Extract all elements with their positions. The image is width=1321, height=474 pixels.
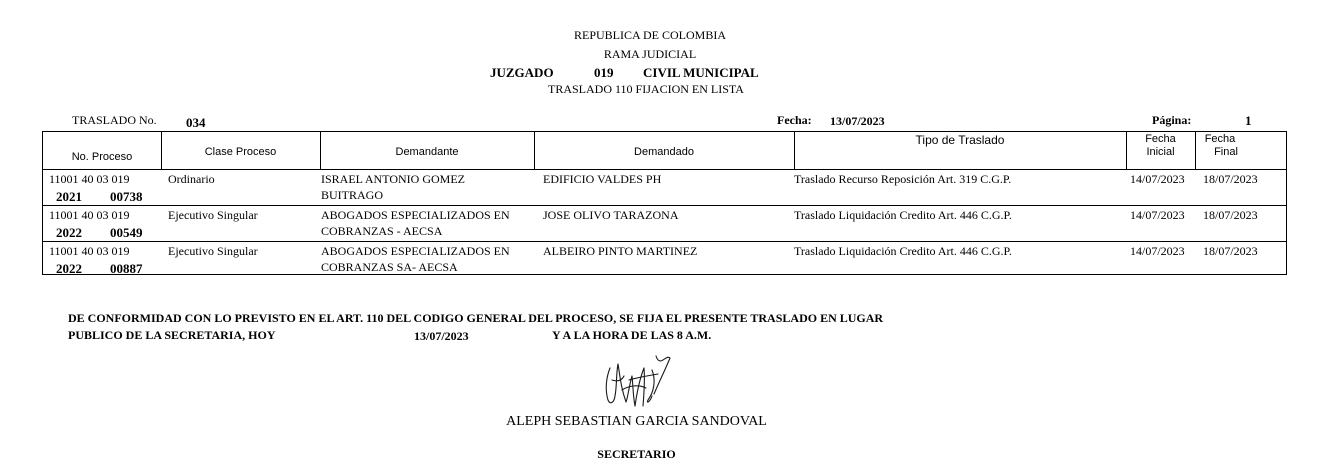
header-court-number: 019 (594, 65, 614, 80)
fecha-inicial: 14/07/2023 (1130, 244, 1185, 258)
fecha-value: 13/07/2023 (830, 114, 885, 128)
column-header-fecha-final-1: Fecha (1204, 133, 1236, 145)
footer-hour: Y A LA HORA DE LAS 8 A.M. (552, 328, 712, 342)
demandante (321, 171, 465, 203)
clase-proceso: Ejecutivo Singular (168, 244, 258, 258)
header-country: REPUBLICA DE COLOMBIA (573, 28, 726, 42)
demandante (321, 243, 510, 275)
fecha-final: 18/07/2023 (1203, 208, 1258, 222)
proceso-code: 11001 40 03 019 (49, 172, 130, 186)
clase-proceso: Ejecutivo Singular (168, 208, 258, 222)
fecha-label: Fecha: (777, 113, 812, 127)
header-court-type: CIVIL MUNICIPAL (643, 65, 759, 80)
handwritten-signature (596, 350, 676, 416)
demandado: ALBEIRO PINTO MARTINEZ (543, 244, 698, 258)
header-court-label: JUZGADO (490, 65, 554, 80)
proceso-year: 2022 (56, 225, 82, 240)
tipo-traslado: Traslado Liquidación Credito Art. 446 C.G.P. (794, 208, 1012, 222)
column-header-fecha-final-2: Final (1214, 146, 1238, 158)
proceso-number: 00549 (110, 225, 143, 240)
header-branch: RAMA JUDICIAL (603, 47, 697, 61)
column-header-no-proceso: No. Proceso (71, 151, 133, 163)
proceso-code: 11001 40 03 019 (49, 208, 130, 222)
column-header-fecha-inicial-2: Inicial (1146, 146, 1175, 158)
column-header-clase: Clase Proceso (204, 146, 277, 158)
clase-proceso: Ordinario (168, 172, 215, 186)
proceso-number: 00887 (110, 261, 143, 276)
proceso-year: 2022 (56, 261, 82, 276)
fecha-inicial: 14/07/2023 (1130, 172, 1185, 186)
demandante-line: ABOGADOS ESPECIALIZADOS EN (321, 244, 510, 258)
column-header-demandante: Demandante (395, 146, 459, 158)
column-header-fecha-inicial-1: Fecha (1145, 133, 1176, 145)
demandante-line: COBRANZAS - AECSA (321, 224, 443, 238)
demandante-line: BUITRAGO (321, 188, 383, 202)
demandado: EDIFICIO VALDES PH (543, 172, 662, 186)
row-divider (43, 205, 1286, 206)
traslado-label: TRASLADO No. (72, 113, 157, 127)
tipo-traslado: Traslado Liquidación Credito Art. 446 C.G.P. (794, 244, 1012, 258)
footer-statement-line1: DE CONFORMIDAD CON LO PREVISTO EN EL ART. 110 DEL CODIGO GENERAL DEL PROCESO, SE FIJA EL PRESENTE TRASLADO EN LUGAR (68, 311, 884, 325)
column-header-tipo: Tipo de Traslado (915, 133, 1005, 147)
proceso-number: 00738 (110, 189, 143, 204)
traslado-number: 034 (186, 115, 206, 130)
demandante-line: ABOGADOS ESPECIALIZADOS EN (321, 208, 510, 222)
demandado: JOSE OLIVO TARAZONA (543, 208, 679, 222)
pagina-label: Página: (1152, 113, 1192, 127)
fecha-final: 18/07/2023 (1203, 244, 1258, 258)
footer-date: 13/07/2023 (414, 329, 469, 343)
signer-name: ALEPH SEBASTIAN GARCIA SANDOVAL (506, 414, 767, 429)
header-listing-title: TRASLADO 110 FIJACION EN LISTA (548, 82, 744, 96)
signer-title: SECRETARIO (597, 447, 676, 461)
demandante-line: COBRANZAS SA- AECSA (321, 260, 458, 274)
fecha-inicial: 14/07/2023 (1130, 208, 1185, 222)
row-divider (43, 241, 1286, 242)
proceso-code: 11001 40 03 019 (49, 244, 130, 258)
proceso-year: 2021 (56, 189, 82, 204)
header-divider (43, 169, 1286, 170)
tipo-traslado: Traslado Recurso Reposición Art. 319 C.G.P. (794, 172, 1012, 186)
demandante (321, 207, 510, 239)
demandante-line: ISRAEL ANTONIO GOMEZ (321, 172, 465, 186)
footer-statement-line2: PUBLICO DE LA SECRETARIA, HOY (68, 328, 276, 342)
column-header-demandado: Demandado (634, 146, 694, 158)
traslado-table (42, 131, 1287, 275)
fecha-final: 18/07/2023 (1203, 172, 1258, 186)
pagina-value: 1 (1245, 113, 1252, 128)
